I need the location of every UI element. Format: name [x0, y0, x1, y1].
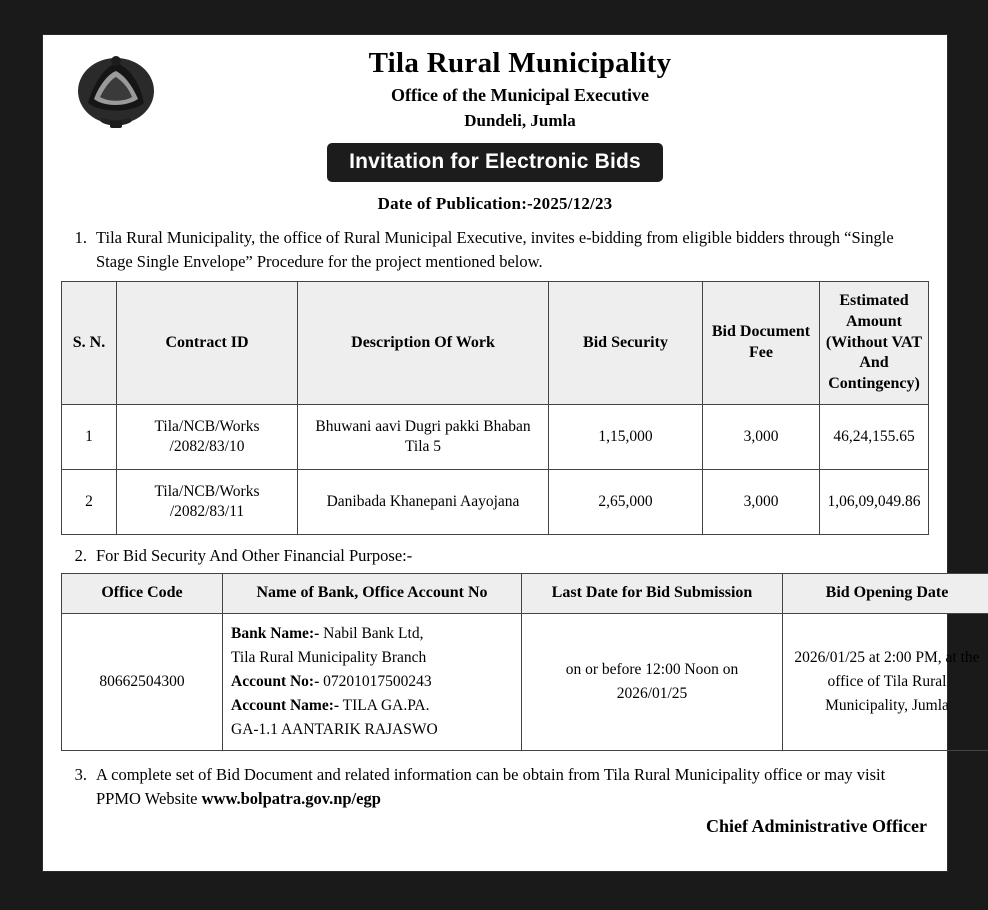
- header-text-block: [171, 47, 929, 133]
- bank-branch-line: Tila Rural Municipality Branch: [231, 649, 427, 667]
- clause-2-text: For Bid Security And Other Financial Purpose:-: [96, 546, 413, 566]
- account-no-label: Account No:-: [231, 673, 320, 691]
- cell-sn: 1: [62, 405, 117, 470]
- bank-name-label: Bank Name:-: [231, 625, 320, 643]
- clause-1: [61, 226, 929, 273]
- cell-description: Bhuwani aavi Dugri pakki Bhaban Tila 5: [298, 405, 549, 470]
- col-bid-security: Bid Security: [549, 282, 703, 405]
- notice-title-banner: Invitation for Electronic Bids: [327, 143, 663, 182]
- clause-1-text: Tila Rural Municipality, the office of Rural Municipal Executive, invites e-bidding from eligible bidders through “Single Stage Single Envelope” Procedure for the project mentioned below.: [96, 228, 894, 271]
- cell-bid-security: 2,65,000: [549, 470, 703, 535]
- notice-page: [42, 34, 980, 872]
- account-no-line: [231, 670, 513, 694]
- organization-office: Office of the Municipal Executive: [391, 85, 649, 106]
- col-contract-id: Contract ID: [117, 282, 298, 405]
- cell-office-code: 80662504300: [62, 614, 223, 751]
- col-office-code: Office Code: [62, 574, 223, 614]
- account-name-label: Account Name:-: [231, 697, 340, 715]
- cell-contract-id: Tila/NCB/Works /2082/83/11: [117, 470, 298, 535]
- clause-3-text-lead: A complete set of Bid Document and related information can be obtain from Tila Rural Municipality office or may visit PPMO Website: [96, 765, 886, 808]
- col-sn: S. N.: [62, 282, 117, 405]
- col-description: Description Of Work: [298, 282, 549, 405]
- cell-bank-account-details: [223, 614, 522, 751]
- table-header-row: [62, 574, 988, 614]
- cell-bid-document-fee: 3,000: [703, 405, 820, 470]
- notice-header: [61, 41, 929, 133]
- account-no-value: 07201017500243: [319, 673, 432, 691]
- col-bid-document-fee: Bid Document Fee: [703, 282, 820, 405]
- cell-bid-security: 1,15,000: [549, 405, 703, 470]
- notice-body: [61, 41, 980, 865]
- banner-row: [61, 143, 929, 182]
- cell-description: Danibada Khanepani Aayojana: [298, 470, 549, 535]
- works-table: [61, 281, 929, 535]
- organization-address: Dundeli, Jumla: [464, 110, 576, 130]
- bank-name-line: [231, 622, 513, 646]
- col-estimated-amount: Estimated Amount (Without VAT And Contingency): [820, 282, 929, 405]
- clause-3: [61, 763, 929, 810]
- cell-estimated-amount: 46,24,155.65: [820, 405, 929, 470]
- ppmo-website-link[interactable]: www.bolpatra.gov.np/egp: [201, 788, 381, 808]
- clause-1-number: 1.: [74, 228, 87, 248]
- clause-3-number: 3.: [74, 765, 87, 785]
- cell-sn: 2: [62, 470, 117, 535]
- cell-last-date: on or before 12:00 Noon on 2026/01/25: [522, 614, 783, 751]
- nepal-emblem-icon: [61, 47, 171, 133]
- clause-3-text: [96, 763, 929, 810]
- table-header-row: [62, 282, 929, 405]
- signatory-title: Chief Administrative Officer: [706, 816, 927, 837]
- bank-name-value: Nabil Bank Ltd,: [319, 625, 424, 643]
- bank-table: [61, 573, 988, 751]
- col-bid-opening-date: Bid Opening Date: [783, 574, 988, 614]
- cell-contract-id: Tila/NCB/Works /2082/83/10: [117, 405, 298, 470]
- cell-estimated-amount: 1,06,09,049.86: [820, 470, 929, 535]
- table-row: [62, 405, 929, 470]
- organization-name: Tila Rural Municipality: [368, 47, 672, 79]
- publication-date: Date of Publication:-2025/12/23: [377, 194, 613, 214]
- col-bank-account: Name of Bank, Office Account No: [223, 574, 522, 614]
- clause-2-number: 2.: [74, 546, 87, 566]
- account-name-line-2: GA-1.1 AANTARIK RAJASWO: [231, 721, 438, 739]
- col-last-date: Last Date for Bid Submission: [522, 574, 783, 614]
- account-name-value: TILA GA.PA.: [339, 697, 430, 715]
- table-row: [62, 470, 929, 535]
- table-row: [62, 614, 988, 751]
- cell-bid-document-fee: 3,000: [703, 470, 820, 535]
- cell-bid-opening-date: 2026/01/25 at 2:00 PM, at the office of Tila Rural Municipality, Jumla: [783, 614, 988, 751]
- bank-table-wrapper: [61, 573, 980, 751]
- clause-2: [61, 544, 929, 567]
- account-name-line: [231, 694, 513, 718]
- works-table-wrapper: [61, 281, 929, 535]
